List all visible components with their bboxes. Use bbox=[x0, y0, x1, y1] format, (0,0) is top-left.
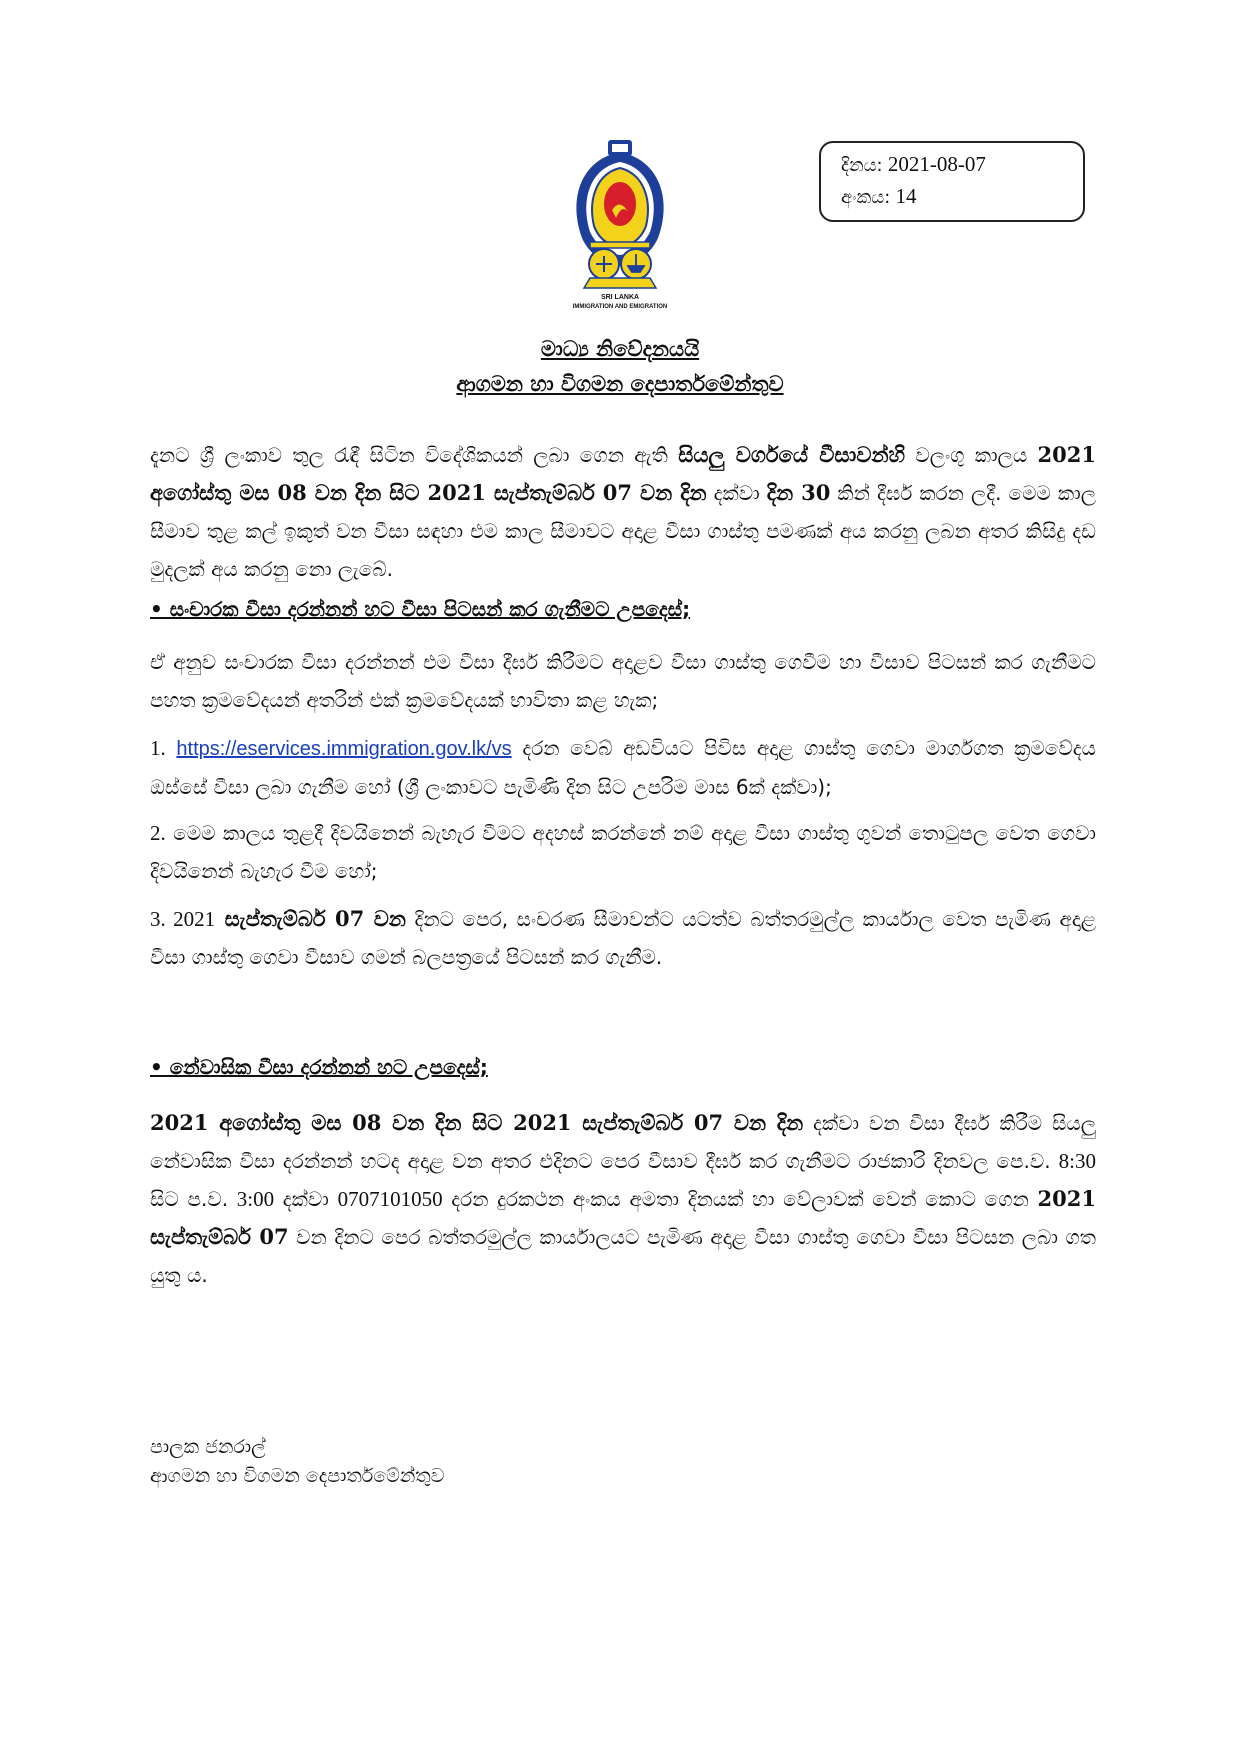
intro-text-3: දක්වා bbox=[706, 481, 767, 505]
tourist-visa-heading: • සංචාරක වීසා දරන්නන් හට වීසා පිටසන් කර ගැනීමට උපදෙස්; bbox=[150, 597, 691, 621]
signature-title: පාලක ජනරාල් bbox=[150, 1436, 266, 1458]
resident-time-start: 8:30 bbox=[1058, 1149, 1096, 1173]
resident-time-end: 3:00 bbox=[236, 1187, 275, 1211]
intro-bold-3: දින 30 bbox=[766, 480, 831, 505]
department-logo bbox=[560, 138, 680, 316]
date-label: දිනය: bbox=[841, 155, 883, 176]
option-1-text: දරන වෙබ් අඩවියට පිවිස අදාළ ගාස්තු ගෙවා මාර්ගගත ක්‍රමවේදය ඔස්සේ වීසා ලබා ගැනීම හෝ (ශ්‍රී ලංකාවට පැමිණි දින සිට උපරිම මාස 6ක් දක්වා); bbox=[150, 736, 1097, 799]
option-2-text: මෙම කාලය තුළදී දිවයිනෙන් බැහැර වීමට අදහස් කරන්නේ නම් අදාළ වීසා ගාස්තු ගුවන් තොටුපල වෙත ගෙවා දිවයිනෙන් බැහැර වීම හෝ; bbox=[150, 821, 1096, 883]
date-value: 2021-08-07 bbox=[887, 152, 986, 176]
tourist-option-1 bbox=[150, 729, 1096, 806]
eservices-link[interactable]: https://eservices.immigration.gov.lk/vs bbox=[176, 738, 512, 760]
tourist-option-2 bbox=[150, 814, 1096, 890]
reference-box bbox=[819, 141, 1085, 222]
number-label: අංකය: bbox=[841, 187, 891, 208]
intro-text-2: වලංගු කාලය bbox=[905, 443, 1038, 467]
logo-caption-line2: IMMIGRATION AND EMIGRATION bbox=[572, 304, 668, 310]
logo-caption-line1: SRI LANKA bbox=[600, 294, 640, 301]
option-2-number: 2. bbox=[150, 821, 166, 845]
intro-text-1: දැනට ශ්‍රී ලංකාව තුල රැඳී සිටින විදේශිකයන් ලබා ගෙන ඇති bbox=[150, 443, 679, 467]
page-subtitle: ආගමන හා විගමන දෙපාර්තමේන්තුව bbox=[456, 372, 784, 396]
option-3-text: දිනට පෙර, සංචරණ සීමාවන්ට යටත්ව බත්තරමුල්ල කාර්යාල වෙත පැමිණ අදාළ වීසා ගාස්තු ගෙවා වීසාව ගමන් බලපත්‍රයේ පිටසන් කර ගැනීම. bbox=[150, 907, 1097, 969]
resident-visa-paragraph bbox=[150, 1104, 1096, 1294]
resident-phone-number: 0707101050 bbox=[337, 1187, 443, 1211]
resident-text-5: වන දිනට පෙර බත්තරමුල්ල කාර්යාලයට පැමිණ අදාළ වීසා ගාස්තු ගෙවා වීසා පිටසන ලබා ගත යුතු ය. bbox=[150, 1225, 1096, 1287]
resident-text-1: දක්වා වන වීසා දීර්ඝ කිරීම සියලු නේවාසික වීසා දරන්නන් හටද අදාළ වන අතර එදිනට පෙර වීසාව දීර්ඝ කර ගැනීමට රාජකාරි දිනවල පෙ.ව. bbox=[150, 1111, 1096, 1173]
resident-bold-1: 2021 අගෝස්තු මස 08 වන දින සිට 2021 සැප්තැම්බර් 07 වන දින bbox=[150, 1110, 804, 1135]
tourist-option-3 bbox=[150, 900, 1096, 976]
resident-visa-heading: • නේවාසික වීසා දරන්නන් හට උපදෙස්; bbox=[150, 1055, 488, 1079]
intro-paragraph bbox=[150, 436, 1096, 588]
resident-text-3: දක්වා bbox=[274, 1187, 338, 1211]
signature-block bbox=[150, 1433, 444, 1491]
number-value: 14 bbox=[895, 184, 917, 208]
option-3-number: 3. 2021 bbox=[150, 907, 216, 931]
resident-bold-2: 2021 සැප්තැම්බර් 07 bbox=[150, 1186, 1096, 1249]
resident-text-4: දරන දුරකථන අංකය අමතා දිනයක් හා වේලාවක් වෙන් කොට ගෙන bbox=[442, 1187, 1038, 1211]
intro-bold-1: සියලු වර්ගයේ වීසාවන්හි bbox=[678, 442, 906, 467]
number-row bbox=[841, 181, 1083, 213]
date-row bbox=[841, 149, 1083, 181]
intro-text-4: කින් දීර්ඝ කරන ලදී. මෙම කාල සීමාව තුළ කල් ඉකුත් වන වීසා සඳහා එම කාල සීමාවට අදාළ වීසා ගාස්තු පමණක් අය කරනු ලබන අතර කිසිදු දඩ මුදලක් අය කරනු නො ලැබේ. bbox=[150, 481, 1097, 581]
signature-department: ආගමන හා විගමන දෙපාර්තමේන්තුව bbox=[150, 1465, 445, 1487]
option-1-number: 1. bbox=[150, 736, 166, 760]
intro-bold-2: 2021 අගෝස්තු මස 08 වන දින සිට 2021 සැප්තැම්බර් 07 වන දින bbox=[150, 442, 1096, 505]
page-title: මාධ්‍ය නිවේදනයයි bbox=[540, 337, 700, 361]
option-3-bold: සැප්තැම්බර් 07 වන bbox=[215, 906, 406, 931]
tourist-visa-intro: ඒ අනුව සංචාරක වීසා දරන්නන් එම වීසා දීර්ඝ කිරීමට අදාළව වීසා ගාස්තු ගෙවීම හා වීසාව පිටසන් කර ගැනීමට පහත ක්‍රමවේදයන් අතරින් එක් ක්‍රමවේදයක් භාවිතා කළ හැක; bbox=[150, 650, 1096, 712]
resident-text-2: සිට ප.ව. bbox=[150, 1187, 237, 1211]
